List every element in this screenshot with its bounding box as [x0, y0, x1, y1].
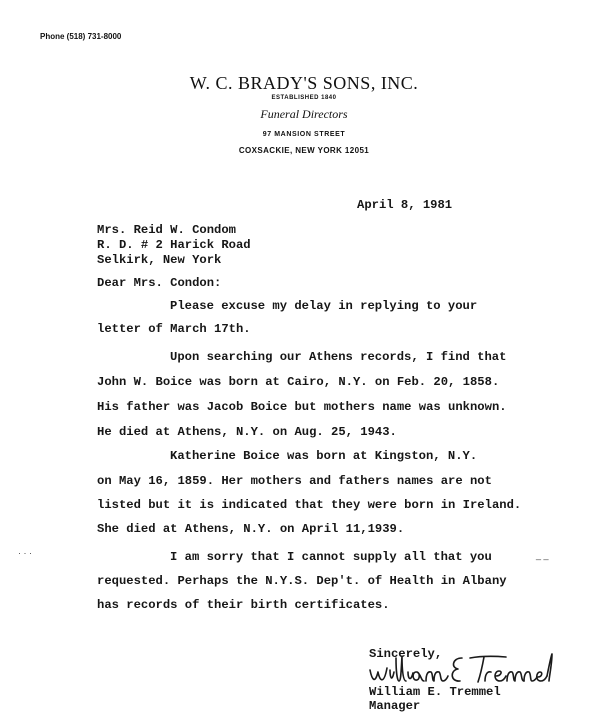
- body-line: Please excuse my delay in replying to your: [170, 299, 478, 313]
- body-line: Upon searching our Athens records, I find that: [170, 350, 507, 364]
- recipient-name: Mrs. Reid W. Condom: [97, 223, 236, 237]
- tagline: Funeral Directors: [260, 107, 348, 121]
- body-line: John W. Boice was born at Cairo, N.Y. on Feb. 20, 1858.: [97, 375, 500, 389]
- body-line: listed but it is indicated that they were born in Ireland.: [97, 498, 522, 512]
- body-line: Katherine Boice was born at Kingston, N.Y.: [170, 449, 478, 463]
- body-line: His father was Jacob Boice but mothers name was unknown.: [97, 400, 507, 414]
- established-line: ESTABLISHED 1840: [271, 95, 337, 101]
- body-line: She died at Athens, N.Y. on April 11,1939.: [97, 522, 405, 536]
- body-line: letter of March 17th.: [97, 322, 251, 336]
- closing: Sincerely,: [369, 647, 443, 661]
- recipient-city-line: Selkirk, New York: [97, 253, 222, 267]
- salutation: Dear Mrs. Condon:: [97, 276, 222, 290]
- body-line: on May 16, 1859. Her mothers and fathers names are not: [97, 474, 492, 488]
- phone-number: Phone (518) 731-8000: [40, 32, 122, 41]
- recipient-address-line: R. D. # 2 Harick Road: [97, 238, 251, 252]
- body-line: has records of their birth certificates.: [97, 598, 390, 612]
- signer-name: William E. Tremmel: [369, 685, 501, 699]
- body-line: requested. Perhaps the N.Y.S. Dep't. of Health in Albany: [97, 574, 507, 588]
- street-address: 97 MANSION STREET: [262, 131, 346, 138]
- scan-mark: _ _: [536, 550, 549, 560]
- city-address: COXSACKIE, NEW YORK 12051: [238, 146, 370, 155]
- body-line: I am sorry that I cannot supply all that you: [170, 550, 492, 564]
- body-line: He died at Athens, N.Y. on Aug. 25, 1943.: [97, 425, 397, 439]
- signer-title: Manager: [369, 699, 421, 713]
- company-name: W. C. BRADY'S SONS, INC.: [189, 73, 419, 93]
- scan-mark: · · ·: [18, 548, 32, 558]
- letter-date: April 8, 1981: [357, 198, 453, 212]
